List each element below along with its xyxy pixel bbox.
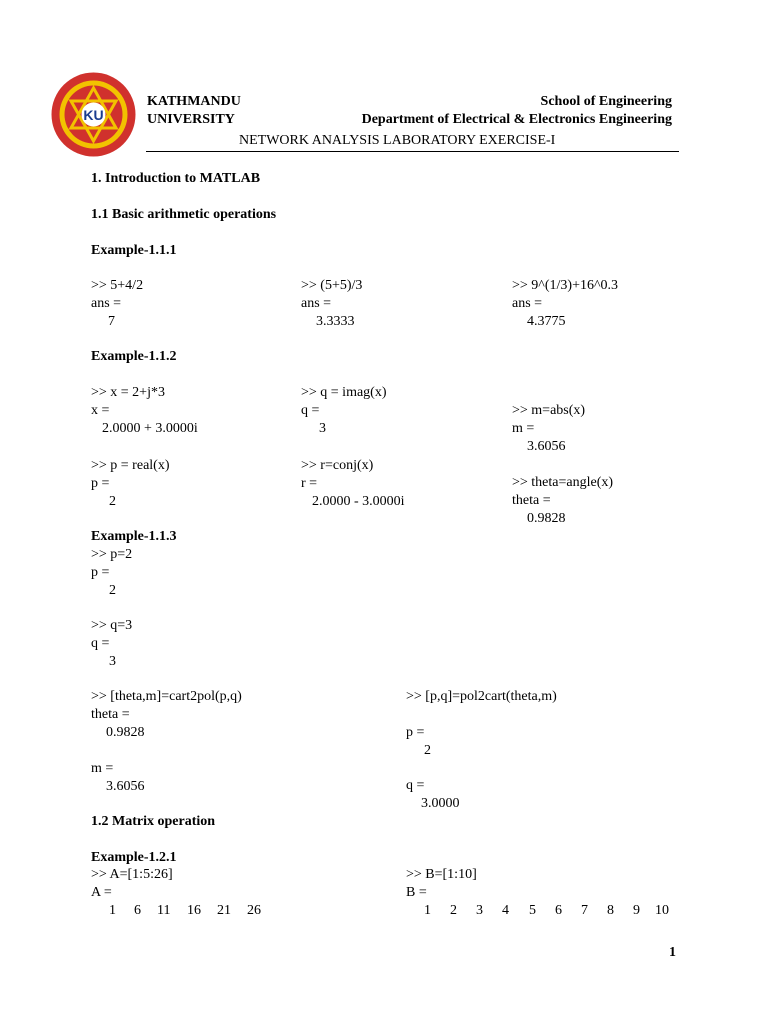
heading-example-1-2-1: Example-1.2.1 [91, 850, 177, 865]
q-value: 3.0000 [421, 796, 460, 811]
B-value: 4 [502, 903, 509, 918]
q-value: 3 [319, 421, 326, 436]
p-value: 2 [109, 494, 116, 509]
cmd-cart2pol: >> [theta,m]=cart2pol(p,q) [91, 689, 242, 704]
cmd-imag: >> q = imag(x) [301, 385, 387, 400]
B-value: 5 [529, 903, 536, 918]
cmd-5-plus-4-div-2: >> 5+4/2 [91, 278, 144, 293]
B-value: 9 [633, 903, 640, 918]
cmd-angle: >> theta=angle(x) [512, 475, 614, 490]
A-value: 11 [157, 903, 171, 918]
heading-basic-arithmetic: 1.1 Basic arithmetic operations [91, 207, 277, 222]
B-label: B = [406, 885, 427, 900]
r-value: 2.0000 - 3.0000i [312, 494, 405, 509]
p-label: p = [91, 476, 110, 491]
m-label: m = [91, 761, 114, 776]
B-value: 10 [655, 903, 669, 918]
cmd-define-A: >> A=[1:5:26] [91, 867, 173, 882]
p-label: p = [406, 725, 425, 740]
x-value: 2.0000 + 3.0000i [102, 421, 198, 436]
m-value: 3.6056 [527, 439, 566, 454]
p-label: p = [91, 565, 110, 580]
ans-label: ans = [301, 296, 332, 311]
m-value: 3.6056 [106, 779, 145, 794]
header-divider [146, 151, 679, 152]
heading-example-1-1-2: Example-1.1.2 [91, 349, 177, 364]
B-value: 7 [581, 903, 588, 918]
cmd-define-x: >> x = 2+j*3 [91, 385, 165, 400]
school-name: School of Engineering [540, 94, 672, 109]
q-label: q = [91, 636, 110, 651]
q-label: q = [406, 778, 425, 793]
cmd-q-assign: >> q=3 [91, 618, 133, 633]
heading-matrix-operation: 1.2 Matrix operation [91, 814, 216, 829]
cmd-cube-root-expression: >> 9^(1/3)+16^0.3 [512, 278, 619, 293]
cmd-abs: >> m=abs(x) [512, 403, 586, 418]
logo-text: KU [83, 107, 104, 123]
cmd-real: >> p = real(x) [91, 458, 170, 473]
r-label: r = [301, 476, 318, 491]
theta-value: 0.9828 [106, 725, 145, 740]
university-name-line2: UNIVERSITY [147, 112, 235, 127]
heading-example-1-1-1: Example-1.1.1 [91, 243, 177, 258]
q-label: q = [301, 403, 320, 418]
university-logo [49, 71, 138, 158]
x-label: x = [91, 403, 110, 418]
theta-label: theta = [512, 493, 551, 508]
p-value: 2 [109, 583, 116, 598]
heading-intro-matlab: 1. Introduction to MATLAB [91, 171, 261, 186]
m-label: m = [512, 421, 535, 436]
B-value: 2 [450, 903, 457, 918]
B-value: 8 [607, 903, 614, 918]
A-value: 6 [134, 903, 141, 918]
B-value: 3 [476, 903, 483, 918]
A-value: 1 [109, 903, 116, 918]
heading-example-1-1-3: Example-1.1.3 [91, 529, 177, 544]
cmd-p-assign: >> p=2 [91, 547, 133, 562]
theta-value: 0.9828 [527, 511, 566, 526]
cmd-pol2cart: >> [p,q]=pol2cart(theta,m) [406, 689, 557, 704]
page-number: 1 [669, 945, 676, 960]
A-value: 21 [217, 903, 231, 918]
cmd-5-plus-5-div-3: >> (5+5)/3 [301, 278, 363, 293]
theta-label: theta = [91, 707, 130, 722]
ans-label: ans = [91, 296, 122, 311]
A-label: A = [91, 885, 112, 900]
department-name: Department of Electrical & Electronics Engineering [361, 112, 672, 127]
exercise-title: NETWORK ANALYSIS LABORATORY EXERCISE-I [239, 133, 556, 148]
cmd-define-B: >> B=[1:10] [406, 867, 477, 882]
ans-value: 4.3775 [527, 314, 566, 329]
p-value: 2 [424, 743, 431, 758]
ans-value: 7 [108, 314, 115, 329]
B-value: 1 [424, 903, 431, 918]
ans-label: ans = [512, 296, 543, 311]
A-value: 16 [187, 903, 201, 918]
cmd-conj: >> r=conj(x) [301, 458, 374, 473]
university-name-line1: KATHMANDU [147, 94, 241, 109]
B-value: 6 [555, 903, 562, 918]
q-value: 3 [109, 654, 116, 669]
ans-value: 3.3333 [316, 314, 355, 329]
A-value: 26 [247, 903, 261, 918]
